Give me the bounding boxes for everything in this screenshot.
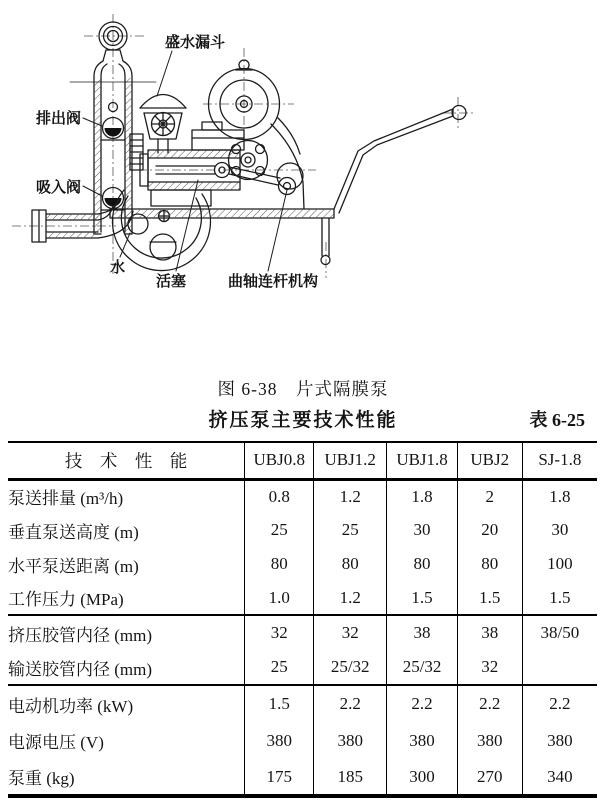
suction-pipe bbox=[32, 199, 133, 242]
table-row bbox=[8, 759, 597, 796]
table-row bbox=[8, 547, 597, 581]
label-piston: 活塞 bbox=[156, 274, 187, 290]
piston-cylinder bbox=[130, 122, 244, 222]
cell: 38/50 bbox=[522, 615, 597, 650]
table-row bbox=[8, 581, 597, 615]
cell: 1.8 bbox=[387, 479, 458, 513]
figure-caption: 图 6-38 片式隔膜泵 bbox=[217, 379, 389, 399]
cell: 80 bbox=[245, 547, 314, 581]
table-row bbox=[8, 685, 597, 722]
cell: 340 bbox=[522, 759, 597, 796]
cell bbox=[522, 650, 597, 685]
cell: 32 bbox=[245, 615, 314, 650]
cell: 25 bbox=[245, 513, 314, 547]
cell: 30 bbox=[387, 513, 458, 547]
pump-diagram bbox=[6, 4, 496, 304]
cell: 2.2 bbox=[522, 685, 597, 722]
label-discharge-valve: 排出阀 bbox=[36, 111, 82, 127]
row-label: 输送胶管内径 (mm) bbox=[8, 650, 245, 685]
table-number: 表 6-25 bbox=[529, 410, 585, 430]
cell: 25/32 bbox=[387, 650, 458, 685]
cell: 185 bbox=[314, 759, 387, 796]
row-label: 泵送排量 (m³/h) bbox=[8, 489, 124, 509]
cell: 32 bbox=[314, 615, 387, 650]
water-funnel bbox=[140, 95, 186, 154]
table-header-row bbox=[8, 442, 597, 479]
cell: 80 bbox=[314, 547, 387, 581]
cell: 1.5 bbox=[457, 581, 522, 615]
cell: 380 bbox=[457, 722, 522, 759]
cell: 32 bbox=[457, 650, 522, 685]
table-row bbox=[8, 722, 597, 759]
table-row bbox=[8, 479, 597, 513]
cell: 38 bbox=[457, 615, 522, 650]
cell: 300 bbox=[387, 759, 458, 796]
cell: 2.2 bbox=[387, 685, 458, 722]
label-water-funnel: 盛水漏斗 bbox=[165, 35, 226, 51]
header-performance: 技 术 性 能 bbox=[8, 442, 245, 479]
table-row bbox=[8, 650, 597, 685]
table-title-row bbox=[0, 405, 606, 431]
table-title: 挤压泵主要技术性能 bbox=[208, 410, 398, 431]
spec-table bbox=[8, 441, 597, 798]
row-label: 挤压胶管内径 (mm) bbox=[8, 625, 153, 645]
cell: 380 bbox=[245, 722, 314, 759]
cell: 2.2 bbox=[314, 685, 387, 722]
row-label: 电源电压 (V) bbox=[8, 733, 104, 752]
header-model: UBJ0.8 bbox=[245, 442, 314, 479]
cell: 1.5 bbox=[245, 685, 314, 722]
header-model: SJ-1.8 bbox=[522, 442, 597, 479]
row-label: 工作压力 (MPa) bbox=[8, 581, 245, 615]
cell: 20 bbox=[457, 513, 522, 547]
cell: 1.2 bbox=[314, 479, 387, 513]
cell: 100 bbox=[522, 547, 597, 581]
header-model: UBJ2 bbox=[457, 442, 522, 479]
cell: 0.8 bbox=[245, 479, 314, 513]
cell: 1.8 bbox=[522, 479, 597, 513]
row-label: 垂直泵送高度 (m) bbox=[8, 522, 139, 542]
label-crank-mechanism: 曲轴连杆机构 bbox=[228, 274, 319, 290]
cell: 1.0 bbox=[245, 581, 314, 615]
header-model: UBJ1.8 bbox=[387, 442, 458, 479]
cell: 30 bbox=[522, 513, 597, 547]
row-label: 水平泵送距离 (m) bbox=[8, 556, 139, 576]
cell: 175 bbox=[245, 759, 314, 796]
label-water: 水 bbox=[110, 260, 126, 276]
cell: 270 bbox=[457, 759, 522, 796]
header-model: UBJ1.2 bbox=[314, 442, 387, 479]
cell: 25 bbox=[245, 650, 314, 685]
table-row bbox=[8, 615, 597, 650]
row-label: 泵重 (kg) bbox=[8, 769, 75, 788]
cell: 80 bbox=[457, 547, 522, 581]
cell: 38 bbox=[387, 615, 458, 650]
cell: 2 bbox=[457, 479, 522, 513]
row-label: 电动机功率 (kW) bbox=[8, 696, 134, 716]
cell: 1.5 bbox=[522, 581, 597, 615]
cell: 25/32 bbox=[314, 650, 387, 685]
cell: 2.2 bbox=[457, 685, 522, 722]
handle bbox=[334, 106, 466, 214]
cell: 380 bbox=[314, 722, 387, 759]
label-suction-valve: 吸入阀 bbox=[36, 180, 82, 196]
cell: 380 bbox=[387, 722, 458, 759]
cell: 380 bbox=[522, 722, 597, 759]
base-frame bbox=[110, 209, 334, 265]
cell: 80 bbox=[387, 547, 458, 581]
cell: 1.5 bbox=[387, 581, 458, 615]
cell: 1.2 bbox=[314, 581, 387, 615]
table-row bbox=[8, 513, 597, 547]
cell: 25 bbox=[314, 513, 387, 547]
